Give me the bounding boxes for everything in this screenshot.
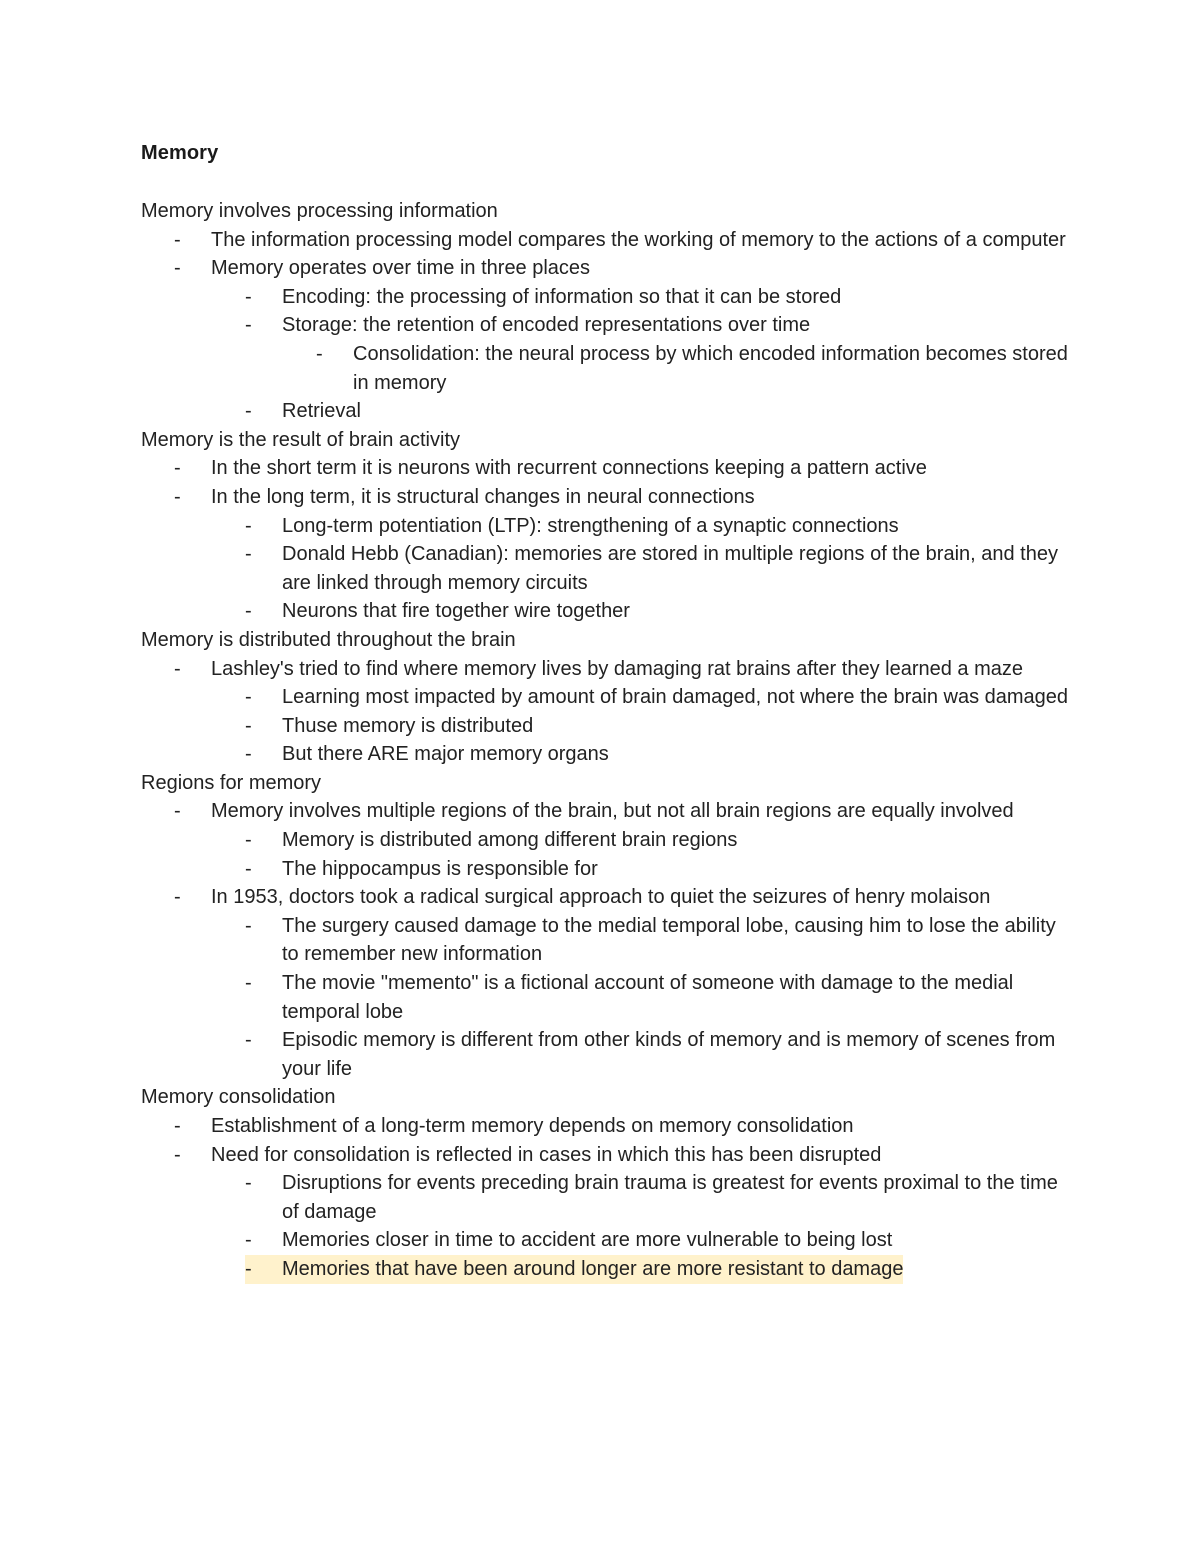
bullet-dash: - [174,257,181,280]
bullet-dash: - [174,657,181,680]
bullet-dash: - [245,1257,252,1280]
section-heading: Memory is the result of brain activity [141,428,460,451]
list-item-text: Disruptions for events preceding brain trauma is greatest for events proximal to the time of damage [282,1172,1058,1223]
bullet-dash: - [245,400,252,423]
list-item [141,1112,1071,1141]
list-item-text: Neurons that fire together wire together [282,600,630,623]
list-item-text: In 1953, doctors took a radical surgical approach to quiet the seizures of henry molaison [211,886,991,909]
bullet-dash: - [174,1143,181,1166]
list-item-text: The information processing model compares the working of memory to the actions of a computer [211,228,1066,251]
bullet-dash: - [174,800,181,823]
list-item-text: But there ARE major memory organs [282,743,609,766]
list-item [141,826,1071,855]
bullet-dash: - [174,1115,181,1137]
section-heading: Memory consolidation [141,1086,336,1109]
list-item [141,855,1071,884]
bullet-dash: - [316,342,323,365]
list-item-text: Memories that have been around longer are more resistant to damage [282,1257,904,1280]
list-item-text: Establishment of a long-term memory depends on memory consolidation [211,1115,854,1137]
bullet-dash: - [245,514,252,537]
list-item [141,311,1071,340]
bullet-dash: - [245,314,252,337]
list-item-text: Encoding: the processing of information so that it can be stored [282,285,842,308]
bullet-dash: - [174,886,181,909]
list-item-text: Memories closer in time to accident are more vulnerable to being lost [282,1229,893,1252]
list-item [141,340,1071,397]
list-item [141,512,1071,541]
list-item [141,597,1071,626]
list-item [141,1226,1071,1255]
list-item-text: Episodic memory is different from other kinds of memory and is memory of scenes from your life [282,1029,1056,1080]
section-heading: Memory involves processing information [141,200,498,222]
list-item [141,683,1071,712]
section-heading: Regions for memory [141,771,322,794]
bullet-dash: - [245,857,252,880]
list-item [141,226,1071,255]
bullet-dash: - [245,600,252,623]
bullet-dash: - [245,914,252,937]
bullet-dash: - [245,714,252,737]
bullet-dash: - [245,285,252,308]
list-item-text: Learning most impacted by amount of brain damaged, not where the brain was damaged [282,686,1069,709]
list-item-text: Retrieval [282,400,361,423]
list-item [141,969,1071,1026]
list-item [141,254,1071,283]
list-item-text: Consolidation: the neural process by which encoded information becomes stored in memory [353,342,1068,394]
list-item-text: Thuse memory is distributed [282,714,534,737]
bullet-dash: - [174,457,181,480]
document-title: Memory [141,142,219,164]
list-item-text: Long-term potentiation (LTP): strengthening of a synaptic connections [282,514,899,537]
list-item [141,1169,1071,1226]
bullet-dash: - [245,1029,252,1052]
bullet-dash: - [245,1172,252,1195]
list-item [141,540,1071,597]
bullet-dash: - [245,972,252,995]
list-item [141,655,1071,684]
list-item-text: The movie "memento" is a fictional account of someone with damage to the medial temporal lobe [282,972,1014,1023]
highlighted-text [245,1255,903,1284]
list-item [141,454,1071,483]
bullet-dash: - [245,829,252,852]
list-item-text: Memory is distributed among different brain regions [282,829,738,852]
list-item [141,712,1071,741]
list-item-text: Memory involves multiple regions of the brain, but not all brain regions are equally involved [211,800,1014,823]
list-item [141,797,1071,826]
bullet-dash: - [245,743,252,766]
document-body [141,197,1071,1284]
bullet-dash: - [245,686,252,709]
list-item-text: In the short term it is neurons with recurrent connections keeping a pattern active [211,457,927,480]
list-item [141,483,1071,512]
bullet-dash: - [245,1229,252,1252]
list-item-text: Lashley's tried to find where memory lives by damaging rat brains after they learned a maze [211,657,1023,680]
list-item-text: Storage: the retention of encoded representations over time [282,314,811,337]
list-item-text: In the long term, it is structural changes in neural connections [211,485,755,508]
list-item [141,912,1071,969]
list-item [141,283,1071,312]
list-item [141,883,1071,912]
section-heading: Memory is distributed throughout the brain [141,628,516,651]
list-item-text: Need for consolidation is reflected in cases in which this has been disrupted [211,1143,882,1166]
list-item [141,397,1071,426]
list-item-text: Memory operates over time in three places [211,257,591,280]
bullet-dash: - [245,543,252,566]
bullet-dash: - [174,485,181,508]
list-item [141,740,1071,769]
list-item-text: The hippocampus is responsible for [282,857,598,880]
list-item [141,1026,1071,1083]
bullet-dash: - [174,228,181,251]
list-item-text: The surgery caused damage to the medial temporal lobe, causing him to lose the ability to remember new information [282,914,1056,966]
list-item [141,1255,1071,1284]
list-item [141,1141,1071,1170]
list-item-text: Donald Hebb (Canadian): memories are stored in multiple regions of the brain, and they are linked through memory circuits [282,543,1058,594]
